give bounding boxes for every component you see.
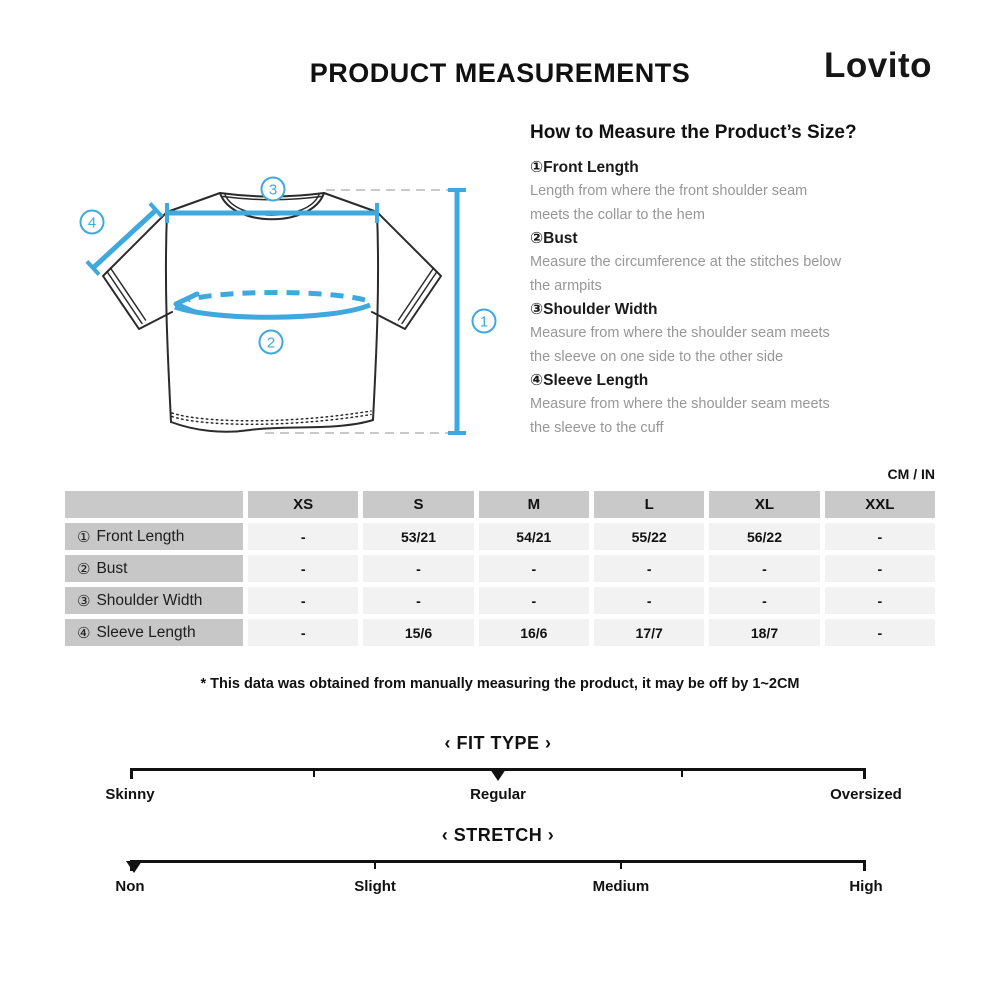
- table-cell: 54/21: [479, 523, 589, 550]
- scale-line: [130, 860, 866, 863]
- table-cell: 53/21: [363, 523, 473, 550]
- fit-type-marker-icon: [490, 769, 506, 781]
- fit-label-oversized: Oversized: [830, 786, 902, 803]
- row-label-bust: ② Bust: [65, 555, 243, 582]
- table-cell: -: [363, 555, 473, 582]
- fit-type-bar: [130, 768, 866, 782]
- measure-guide: [530, 122, 935, 440]
- table-cell: -: [248, 587, 358, 614]
- scale-endcap-right: [863, 860, 866, 871]
- table-cell: -: [825, 619, 935, 646]
- guide-item-desc: Length from where the front shoulder seam meets the collar to the hem: [530, 183, 808, 223]
- svg-text:4: 4: [87, 214, 97, 232]
- guide-item-label: Bust: [543, 230, 578, 247]
- tshirt-measurement-diagram: [60, 150, 520, 470]
- guide-item-bust: [530, 227, 935, 298]
- front-length-line: [448, 190, 466, 433]
- table-cell: 18/7: [709, 619, 819, 646]
- fit-type-title: ‹ FIT TYPE ›: [444, 733, 552, 753]
- scale-endcap-right: [863, 768, 866, 779]
- guide-item-sleeve-length: [530, 369, 935, 440]
- stretch-scale: [115, 825, 883, 898]
- stretch-label-slight: Slight: [354, 878, 396, 895]
- marker-circle-1: [473, 310, 496, 333]
- marker-circle-2: [260, 331, 283, 354]
- table-header-xxl: XXL: [825, 491, 935, 518]
- circled-number: ③: [530, 301, 544, 318]
- table-header-l: L: [594, 491, 704, 518]
- row-label-shoulder-width: ③ Shoulder Width: [65, 587, 243, 614]
- circled-number: ①: [530, 159, 544, 176]
- table-cell: 17/7: [594, 619, 704, 646]
- table-cell: -: [825, 587, 935, 614]
- table-cell: -: [479, 587, 589, 614]
- stretch-marker-icon: [126, 861, 142, 873]
- table-cell: -: [594, 555, 704, 582]
- unit-label: CM / IN: [887, 466, 935, 482]
- stretch-label-high: High: [849, 878, 883, 895]
- table-cell: 15/6: [363, 619, 473, 646]
- guide-heading: How to Measure the Product’s Size?: [530, 122, 857, 143]
- guide-item-label: Sleeve Length: [543, 372, 649, 389]
- stretch-title: ‹ STRETCH ›: [441, 825, 555, 845]
- guide-item-desc: Measure from where the shoulder seam meets the sleeve on one side to the other side: [530, 325, 830, 365]
- guide-item-desc: Measure from where the shoulder seam meets the sleeve to the cuff: [530, 396, 830, 436]
- fit-type-scale: [105, 733, 902, 806]
- stretch-bar: [130, 860, 866, 874]
- table-cell: -: [248, 523, 358, 550]
- table-cell: 16/6: [479, 619, 589, 646]
- table-cell: -: [479, 555, 589, 582]
- marker-circle-4: [81, 211, 104, 234]
- table-cell: 55/22: [594, 523, 704, 550]
- stretch-label-medium: Medium: [592, 878, 650, 895]
- tshirt-outline: [103, 193, 441, 432]
- svg-text:1: 1: [479, 313, 489, 331]
- table-corner-cell: [65, 491, 243, 518]
- circled-number: ④: [530, 372, 544, 389]
- table-header-xl: XL: [709, 491, 819, 518]
- fit-label-regular: Regular: [470, 786, 526, 803]
- table-cell: -: [363, 587, 473, 614]
- svg-text:2: 2: [266, 334, 276, 352]
- stretch-label-non: Non: [115, 878, 145, 895]
- table-header-s: S: [363, 491, 473, 518]
- table-cell: -: [709, 587, 819, 614]
- brand-logo: Lovito: [824, 46, 932, 85]
- circled-number: ④: [77, 624, 91, 642]
- table-header-m: M: [479, 491, 589, 518]
- scale-tick: [313, 768, 315, 777]
- scale-tick: [681, 768, 683, 777]
- circled-number: ②: [530, 230, 544, 247]
- table-cell: -: [825, 523, 935, 550]
- table-cell: 56/22: [709, 523, 819, 550]
- circled-number: ③: [77, 592, 91, 610]
- row-label-front-length: ① Front Length: [65, 523, 243, 550]
- table-cell: -: [709, 555, 819, 582]
- guide-item-shoulder-width: [530, 298, 935, 369]
- table-header-xs: XS: [248, 491, 358, 518]
- guide-item-front-length: [530, 156, 935, 227]
- scale-endcap-left: [130, 768, 133, 779]
- table-cell: -: [594, 587, 704, 614]
- marker-circle-3: [262, 178, 285, 201]
- guide-item-label: Shoulder Width: [543, 301, 658, 318]
- size-table: [65, 491, 935, 646]
- row-label-sleeve-length: ④ Sleeve Length: [65, 619, 243, 646]
- guide-item-label: Front Length: [543, 159, 639, 176]
- table-cell: -: [248, 555, 358, 582]
- scale-tick: [374, 860, 376, 869]
- svg-text:3: 3: [268, 181, 278, 199]
- circled-number: ②: [77, 560, 91, 578]
- circled-number: ①: [77, 528, 91, 546]
- measurement-note: * This data was obtained from manually measuring the product, it may be off by 1~2CM: [200, 676, 800, 692]
- guide-item-desc: Measure the circumference at the stitches below the armpits: [530, 254, 842, 294]
- fit-label-skinny: Skinny: [105, 786, 155, 803]
- page-title: PRODUCT MEASUREMENTS: [309, 58, 691, 88]
- bust-line: [175, 293, 370, 318]
- table-cell: -: [248, 619, 358, 646]
- scale-tick: [620, 860, 622, 869]
- table-cell: -: [825, 555, 935, 582]
